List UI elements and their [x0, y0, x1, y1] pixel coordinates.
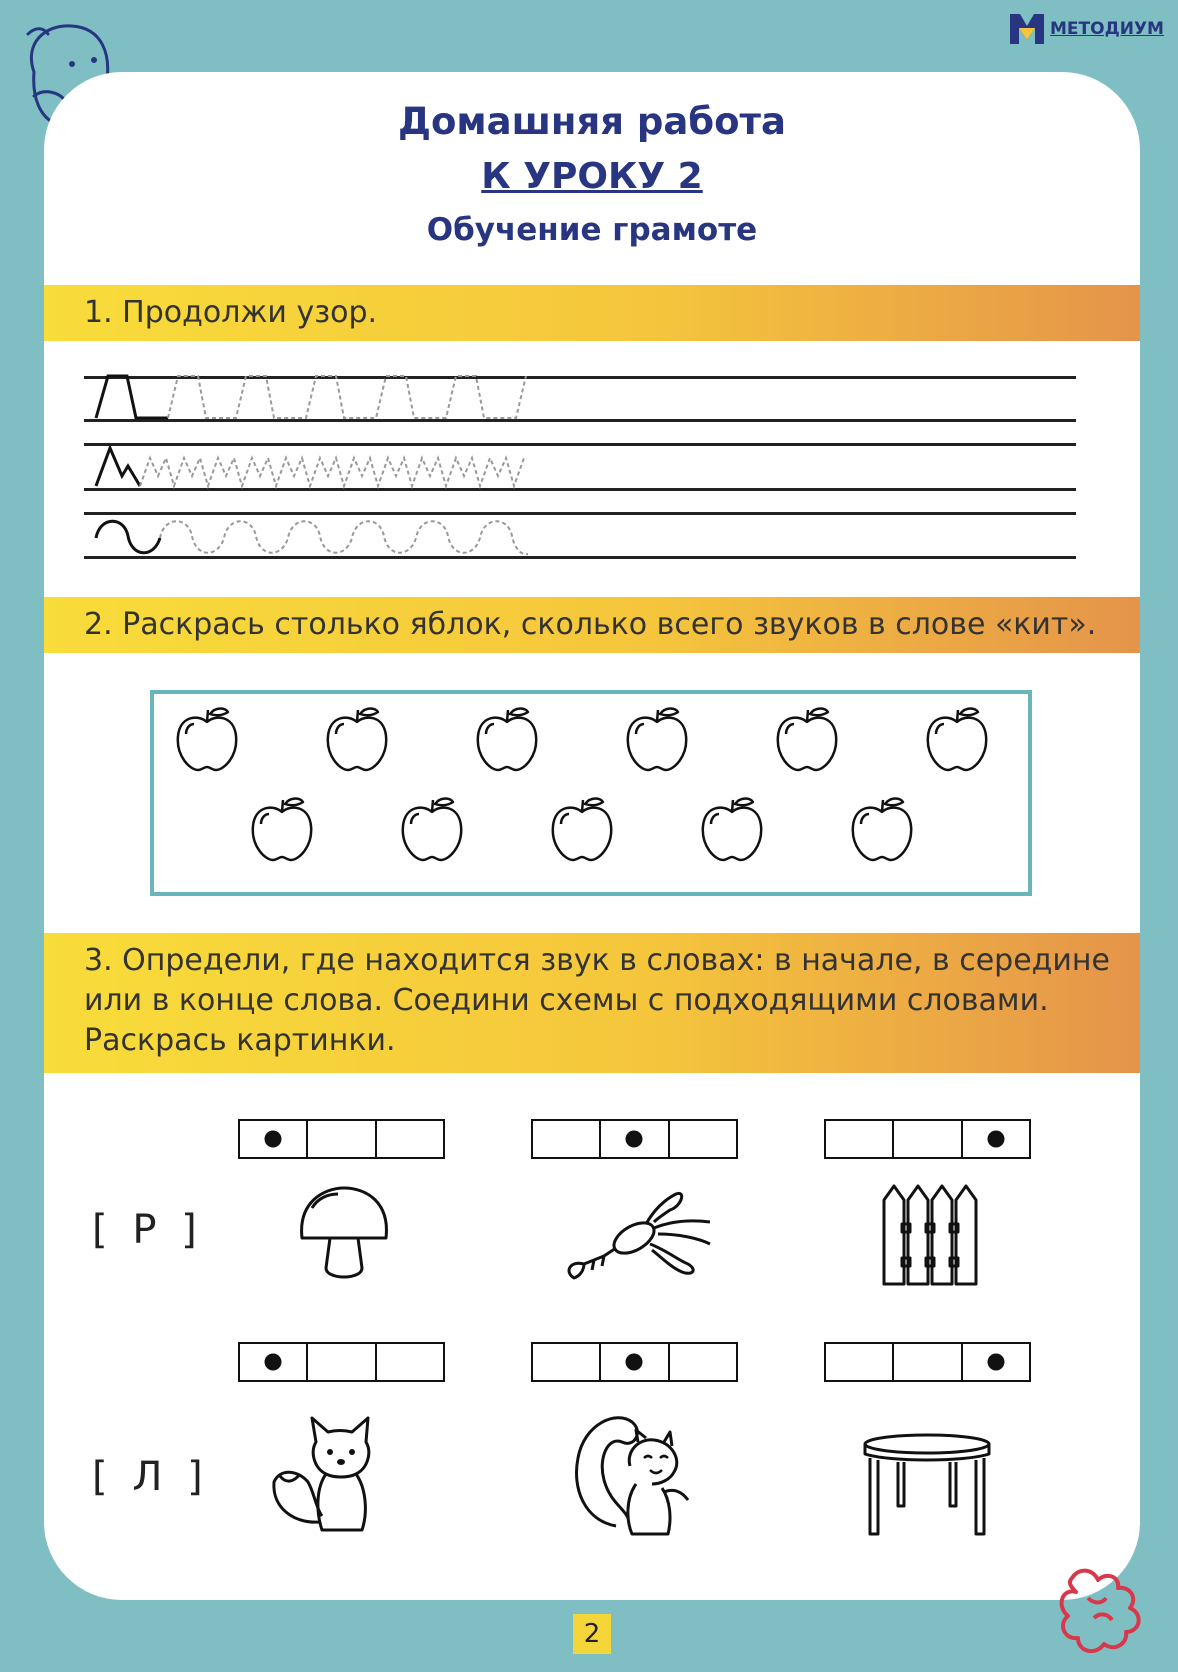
apple-icon[interactable]	[849, 794, 915, 864]
apples-frame	[150, 690, 1032, 896]
apple-icon[interactable]	[249, 794, 315, 864]
sound-label-l: [ Л ]	[92, 1454, 209, 1500]
apple-icon[interactable]	[174, 704, 240, 774]
task-2-text: 2. Раскрась столько яблок, сколько всего звуков в слове «кит».	[84, 607, 1097, 642]
task-3-line-2: или в конце слова. Соедини схемы с подходящими словами.	[84, 983, 1049, 1018]
sound-label-r: [ Р ]	[92, 1207, 203, 1253]
crayfish-icon	[554, 1180, 714, 1290]
task-3-banner	[44, 933, 1140, 1073]
task-3-line-1: 3. Определи, где находится звук в словах: в начале, в середине	[84, 943, 1110, 978]
worksheet	[44, 72, 1140, 1600]
table-icon	[860, 1432, 994, 1538]
pattern-trapezoid	[94, 372, 534, 422]
task-3-line-3: Раскрась картинки.	[84, 1023, 396, 1058]
task-1-text: 1. Продолжи узор.	[84, 295, 378, 330]
pattern-wave	[94, 512, 544, 562]
lesson-title: К УРОКУ 2	[481, 156, 703, 197]
sound-scheme-middle	[531, 1342, 738, 1382]
logo-mark-icon	[1008, 12, 1046, 46]
apple-icon[interactable]	[474, 704, 540, 774]
apple-icon[interactable]	[549, 794, 615, 864]
pattern-zigzag	[94, 444, 544, 492]
sound-scheme-start	[238, 1342, 445, 1382]
brand-name: МЕТОДИУМ	[1050, 19, 1164, 39]
squirrel-icon	[564, 1408, 694, 1542]
apple-icon[interactable]	[699, 794, 765, 864]
chick-eye	[69, 61, 75, 67]
mushroom-icon	[294, 1184, 394, 1284]
apple-icon[interactable]	[924, 704, 990, 774]
page-number: 2	[573, 1614, 611, 1654]
page-title: Домашняя работа	[398, 100, 786, 143]
sound-scheme-start	[238, 1119, 445, 1159]
puzzle-icon	[1054, 1558, 1166, 1658]
subject-title: Обучение грамоте	[426, 212, 758, 248]
fox-icon	[264, 1412, 394, 1542]
sound-scheme-middle	[531, 1119, 738, 1159]
apple-icon[interactable]	[774, 704, 840, 774]
brand-logo	[1008, 12, 1164, 46]
task-2-banner	[44, 597, 1140, 653]
apple-icon[interactable]	[324, 704, 390, 774]
task-1-banner	[44, 285, 1140, 341]
apple-icon[interactable]	[399, 794, 465, 864]
apple-icon[interactable]	[624, 704, 690, 774]
sound-scheme-end	[824, 1119, 1031, 1159]
sound-scheme-end	[824, 1342, 1031, 1382]
fence-icon	[880, 1184, 980, 1286]
